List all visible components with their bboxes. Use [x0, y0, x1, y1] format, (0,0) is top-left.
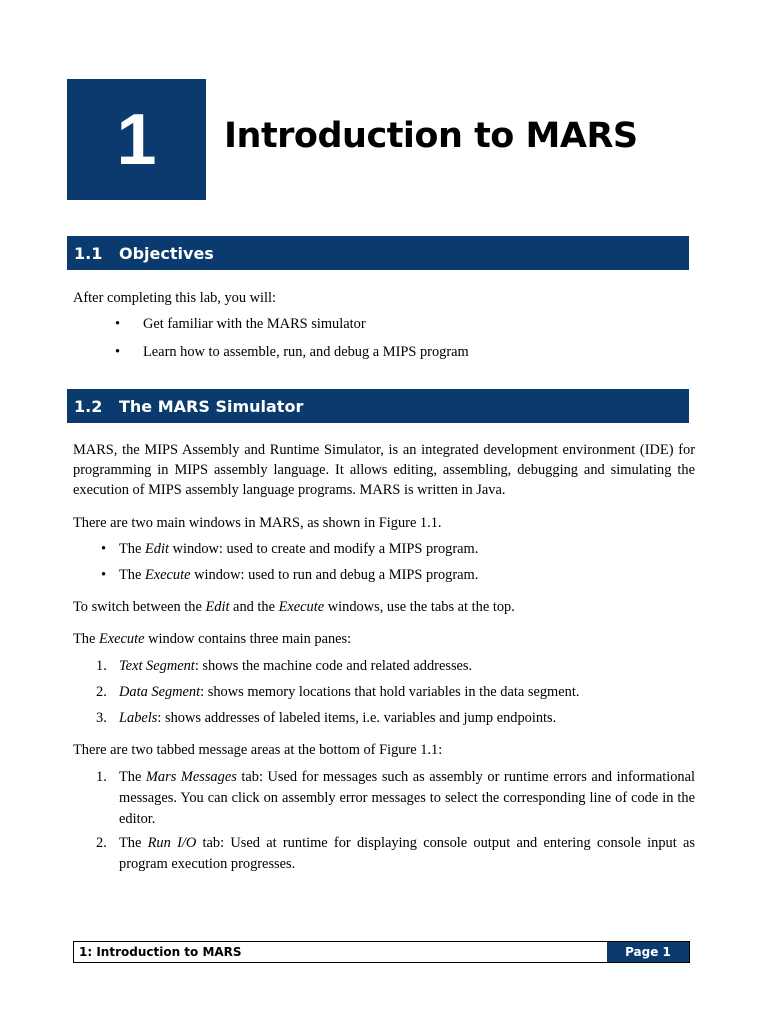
list-item: 3. Labels: shows addresses of labeled items, i.e. variables and jump endpoints. — [96, 710, 557, 726]
page-number: Page 1 — [607, 942, 689, 962]
chapter-number-box — [67, 79, 206, 200]
list-item: • The Execute window: used to run and debug a MIPS program. — [101, 567, 479, 583]
paragraph: MARS, the MIPS Assembly and Runtime Simulator, is an integrated development environment (IDE) for programming in MIPS assembly language. It allows editing, assembling, debugging and simulating the execution of MIPS assembly language programs. MARS is written in Java. — [73, 442, 695, 498]
section-title: Objectives — [119, 243, 214, 263]
section-number: 1.1 — [74, 243, 103, 263]
section-title: The MARS Simulator — [119, 396, 304, 416]
footer-title: 1: Introduction to MARS — [79, 945, 242, 959]
paragraph: The Execute window contains three main panes: — [73, 631, 352, 647]
section-header-objectives — [67, 236, 689, 270]
bullet-icon: • — [115, 344, 121, 360]
objectives-intro: After completing this lab, you will: — [73, 290, 277, 306]
section-number: 1.2 — [74, 396, 103, 416]
paragraph: To switch between the Edit and the Execute windows, use the tabs at the top. — [73, 599, 515, 615]
bullet-icon: • — [101, 567, 107, 583]
paragraph: There are two tabbed message areas at the bottom of Figure 1.1: — [73, 742, 443, 758]
paragraph: There are two main windows in MARS, as shown in Figure 1.1. — [73, 515, 442, 531]
chapter-title: Introduction to MARS — [224, 116, 638, 156]
bullet-icon: • — [101, 541, 107, 557]
list-item: • Get familiar with the MARS simulator — [115, 316, 366, 332]
list-item: 2. The Run I/O tab: Used at runtime for displaying console output and entering console input as program execution progresses. — [96, 835, 695, 872]
chapter-number: 1 — [116, 99, 157, 180]
list-item: • Learn how to assemble, run, and debug a MIPS program — [115, 344, 469, 360]
page-footer — [73, 941, 690, 963]
section-header-mars-simulator — [67, 389, 689, 423]
list-item: • The Edit window: used to create and modify a MIPS program. — [101, 541, 479, 557]
list-item: 1. Text Segment: shows the machine code and related addresses. — [96, 658, 473, 674]
list-item: 1. The Mars Messages tab: Used for messages such as assembly or runtime errors and informational messages. You can click on assembly error messages to select the corresponding line of code in the editor. — [96, 769, 695, 827]
bullet-icon: • — [115, 316, 121, 332]
list-item: 2. Data Segment: shows memory locations that hold variables in the data segment. — [96, 684, 580, 700]
